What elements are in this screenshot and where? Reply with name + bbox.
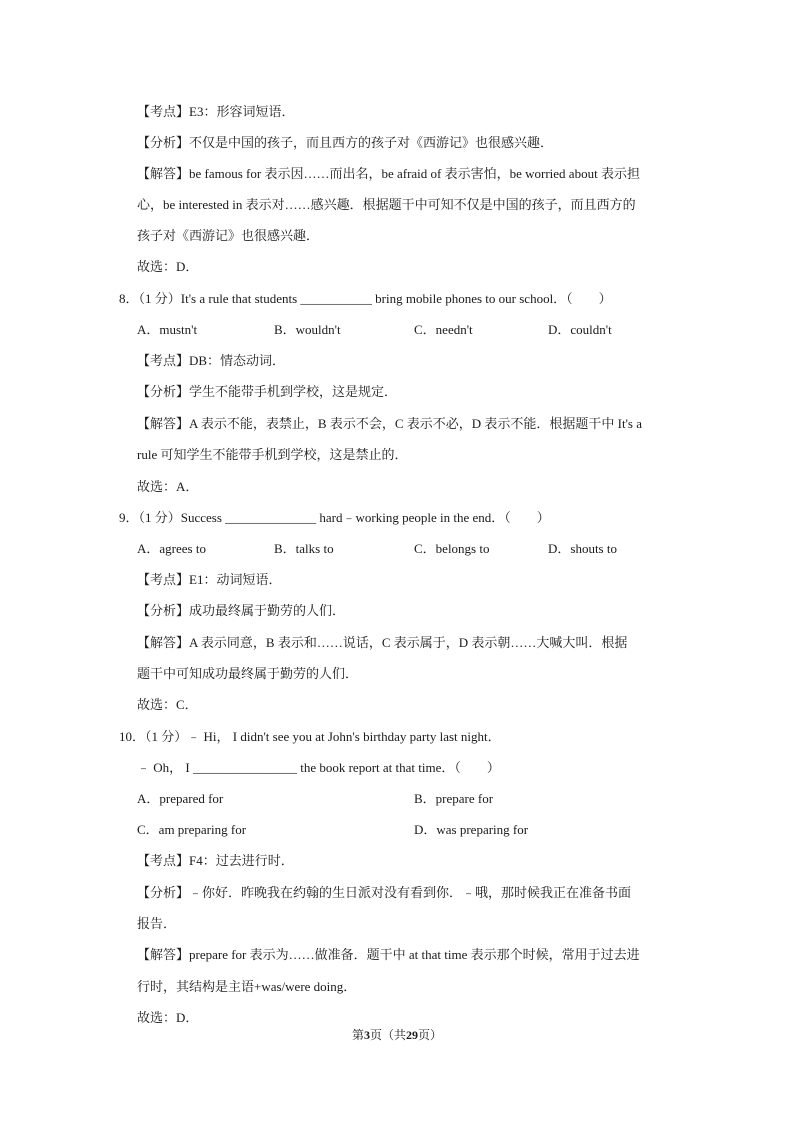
q10-stem-line-2: ﹣ Oh， I ________________ the book report at that time．（ ） — [137, 760, 500, 775]
q7-fenxi: 【分析】不仅是中国的孩子，而且西方的孩子对《西游记》也很感兴趣． — [137, 135, 554, 150]
q9-jieda-line-1: 【解答】A 表示同意，B 表示和……说话，C 表示属于，D 表示朝……大喊大叫．根据 — [137, 635, 628, 650]
q10-jieda-line-2: 行时，其结构是主语+was/were doing． — [137, 979, 357, 994]
q9-answer: 故选：C． — [137, 697, 198, 712]
q9-kaodian: 【考点】E1：动词短语． — [137, 572, 282, 587]
q10-fenxi-line-1: 【分析】﹣你好．昨晚我在约翰的生日派对没有看到你．﹣哦，那时候我正在准备书面 — [137, 885, 632, 900]
q8-jieda-line-1: 【解答】A 表示不能，表禁止，B 表示不会，C 表示不必，D 表示不能．根据题干中 It's a — [137, 416, 643, 431]
q10-kaodian: 【考点】F4：过去进行时． — [137, 853, 294, 868]
q9-jieda-line-2: 题干中可知成功最终属于勤劳的人们． — [137, 666, 359, 681]
q10-option-c: C．am preparing for — [137, 822, 247, 837]
footer-total-pages: 29 — [406, 1028, 418, 1042]
q8-answer: 故选：A． — [137, 479, 199, 494]
q9-fenxi: 【分析】成功最终属于勤劳的人们． — [137, 603, 346, 618]
q8-jieda-line-2: rule 可知学生不能带手机到学校，这是禁止的． — [137, 447, 408, 462]
q10-jieda-line-1: 【解答】prepare for 表示为……做准备．题干中 at that time 表示那个时候，常用于过去进 — [137, 947, 640, 962]
q8-option-d: D．couldn't — [548, 322, 612, 337]
q9-option-d: D．shouts to — [548, 541, 617, 556]
q8-option-a: A．mustn't — [137, 322, 198, 337]
q8-stem: 8．（1 分）It's a rule that students ___________ bring mobile phones to our school．（ ） — [119, 291, 612, 306]
q9-option-c: C．belongs to — [414, 541, 490, 556]
footer-page-number: 3 — [363, 1028, 370, 1042]
q7-kaodian: 【考点】E3：形容词短语． — [137, 104, 295, 119]
q8-fenxi: 【分析】学生不能带手机到学校，这是规定． — [137, 384, 398, 399]
q8-option-b: B．wouldn't — [274, 322, 341, 337]
q9-option-b: B．talks to — [274, 541, 334, 556]
q8-option-c: C．needn't — [414, 322, 473, 337]
q10-option-b: B．prepare for — [414, 791, 494, 806]
footer-mid: 页（共 — [369, 1028, 406, 1042]
q10-option-d: D．was preparing for — [414, 822, 529, 837]
q7-jieda-line-2: 心，be interested in 表示对……感兴趣．根据题干中可知不仅是中国的孩子，而且西方的 — [137, 197, 636, 212]
q7-jieda-line-3: 孩子对《西游记》也很感兴趣． — [137, 228, 320, 243]
q10-answer: 故选：D． — [137, 1010, 199, 1025]
page-footer — [0, 1027, 794, 1043]
q9-stem: 9．（1 分）Success ______________ hard﹣working people in the end．（ ） — [119, 510, 550, 525]
footer-suffix: 页） — [418, 1028, 443, 1042]
q10-option-a: A．prepared for — [137, 791, 224, 806]
q10-fenxi-line-2: 报告． — [137, 916, 177, 931]
q7-answer: 故选：D． — [137, 259, 199, 274]
q8-kaodian: 【考点】DB：情态动词． — [137, 353, 286, 368]
footer-prefix: 第 — [351, 1028, 364, 1042]
q7-jieda-line-1: 【解答】be famous for 表示因……而出名，be afraid of 表示害怕，be worried about 表示担 — [137, 166, 640, 181]
q10-stem-line-1: 10．（1 分）﹣ Hi， I didn't see you at John's birthday party last night． — [119, 729, 501, 744]
q9-option-a: A．agrees to — [137, 541, 206, 556]
